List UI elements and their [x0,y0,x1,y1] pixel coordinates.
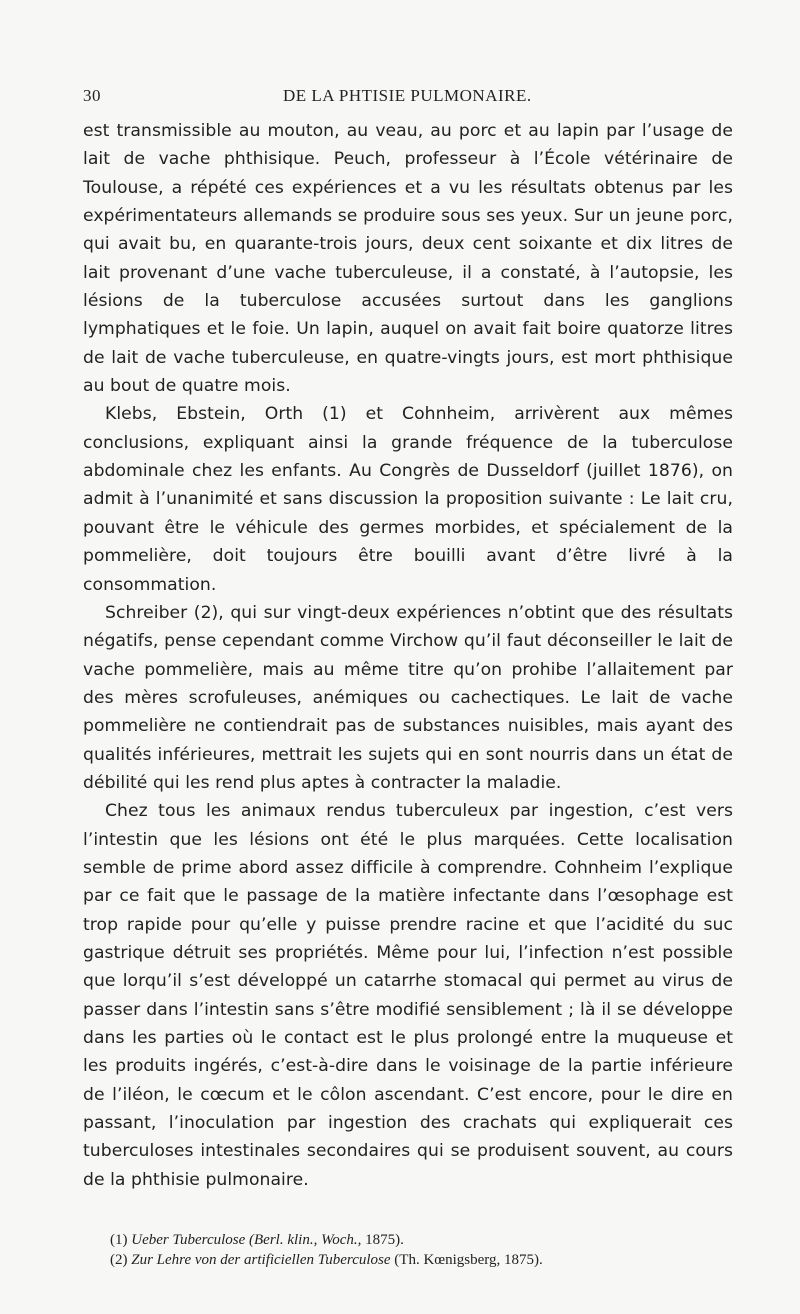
paragraph: est transmissible au mouton, au veau, au porc et au lapin par l’usage de lait de vache phthisique. Peuch, professeur à l’École vétérinaire de Toulouse, a répété ces expériences et a vu les résultats obtenus par les expérimentateurs allemands se produire sous ses yeux. Sur un jeune porc, qui avait bu, en quarante-trois jours, deux cent soixante et dix litres de lait provenant d’une vache tuberculeuse, il a constaté, à l’autopsie, les lésions de la tuberculose accusées surtout dans les ganglions lymphatiques et le foie. Un lapin, auquel on avait fait boire quatorze litres de lait de vache tuberculeuse, en quatre-vingts jours, est mort phthisique au bout de quatre mois. [83,121,733,397]
paragraph: Schreiber (2), qui sur vingt-deux expériences n’obtint que des résultats négatifs, pense cependant comme Virchow qu’il faut déconseiller le lait de vache pommelière, mais au même titre qu’on prohibe l’allaitement par des mères scrofuleuses, anémiques ou cachectiques. Le lait de vache pommelière ne contiendrait pas de substances nuisibles, mais ayant des qualités inférieures, mettrait les sujets qui en sont nourris dans un état de débilité qui les rend plus aptes à contracter la maladie. [83,602,733,793]
footnote [110,1230,730,1250]
paragraph: Klebs, Ebstein, Orth (1) et Cohnheim, arrivèrent aux mêmes conclusions, expliquant ainsi la grande fréquence de la tuberculose abdominale chez les enfants. Au Congrès de Dusseldorf (juillet 1876), on admit à l’unanimité et sans discussion la proposition suivante : Le lait cru, pouvant être le véhicule des germes morbides, et spécialement de la pommelière, doit toujours être bouilli avant d’être livré à la consommation. [83,404,733,595]
footnote-title: Zur Lehre von der artificiellen Tuberculose [131,1252,391,1268]
footnote-title: Ueber Tuberculose (Berl. klin., Woch., [131,1232,362,1248]
footnote-mark: (1) [110,1232,128,1248]
footnote-detail: 1875). [361,1232,404,1248]
running-title: DE LA PHTISIE PULMONAIRE. [283,86,532,105]
footnote-detail: (Th. Kœnigsberg, 1875). [390,1252,543,1268]
body-text [83,117,733,1194]
footnote-mark: (2) [110,1252,128,1268]
page-header [83,86,733,110]
footnotes [110,1230,730,1270]
paragraph: Chez tous les animaux rendus tuberculeux par ingestion, c’est vers l’intestin que les lésions ont été le plus marquées. Cette localisation semble de prime abord assez difficile à comprendre. Cohnheim l’explique par ce fait que le passage de la matière infectante dans l’œsophage est trop rapide pour qu’elle y puisse prendre racine et que l’acidité du suc gastrique détruit ses propriétés. Même pour lui, l’infection n’est possible que lorqu’il s’est développé un catarrhe stomacal qui permet au virus de passer dans l’intestin sans s’être modifié sensiblement ; là il se développe dans les parties où le contact est le plus prolongé entre la muqueuse et les produits ingérés, c’est-à-dire dans le voisinage de la partie inférieure de l’iléon, le cœcum et le côlon ascendant. C’est encore, pour le dire en passant, l’inoculation par ingestion des crachats qui expliquerait ces tuberculoses intestinales secondaires qui se produisent souvent, au cours de la phthisie pulmonaire. [83,801,733,1190]
footnote [110,1250,730,1270]
page-number: 30 [83,86,101,105]
